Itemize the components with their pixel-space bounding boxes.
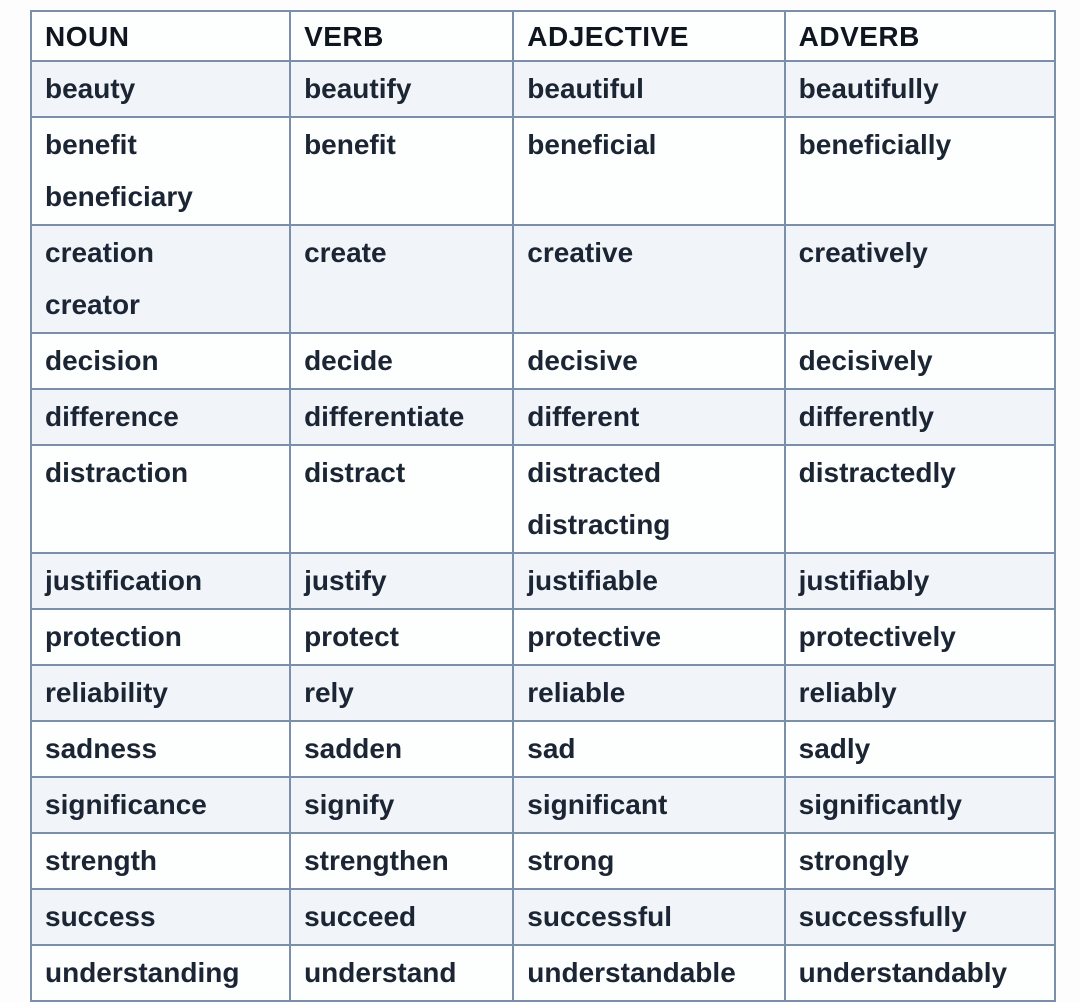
word: beauty <box>45 73 136 104</box>
table-row <box>31 777 1055 833</box>
word-cell-adverb <box>785 225 1055 333</box>
word-cell-noun <box>31 333 290 389</box>
word-cell-adverb <box>785 553 1055 609</box>
word: beautify <box>304 73 412 104</box>
word-cell-noun <box>31 777 290 833</box>
word-cell-adverb <box>785 777 1055 833</box>
table-row <box>31 553 1055 609</box>
word-cell-verb <box>290 777 513 833</box>
word: create <box>304 237 387 268</box>
word: distracted <box>527 457 662 488</box>
word: difference <box>45 401 179 432</box>
word: understand <box>304 957 457 988</box>
word-cell-noun <box>31 665 290 721</box>
table-row <box>31 333 1055 389</box>
header-row <box>31 11 1055 61</box>
word: decision <box>45 345 159 376</box>
word: protection <box>45 621 182 652</box>
word: beautiful <box>527 73 644 104</box>
word-cell-adverb <box>785 721 1055 777</box>
table-row <box>31 61 1055 117</box>
word: protect <box>304 621 399 652</box>
table-body <box>31 61 1055 1001</box>
table-row <box>31 225 1055 333</box>
word: strong <box>527 845 615 876</box>
word-cell-adjective <box>513 889 784 945</box>
word: sadden <box>304 733 403 764</box>
word: benefit <box>45 129 137 160</box>
word-cell-adjective <box>513 61 784 117</box>
word: beautifully <box>798 73 939 104</box>
word-cell-verb <box>290 833 513 889</box>
word: success <box>45 901 156 932</box>
word: sadly <box>798 733 871 764</box>
word-cell-adjective <box>513 777 784 833</box>
word-cell-verb <box>290 61 513 117</box>
word: justifiable <box>527 565 658 596</box>
word: protectively <box>798 621 956 652</box>
word: strengthen <box>304 845 449 876</box>
word-cell-noun <box>31 445 290 553</box>
word-cell-adjective <box>513 117 784 225</box>
word-cell-verb <box>290 117 513 225</box>
word-cell-noun <box>31 721 290 777</box>
word: protective <box>527 621 662 652</box>
table-row <box>31 889 1055 945</box>
word: rely <box>304 677 354 708</box>
word-cell-adjective <box>513 445 784 553</box>
word-forms-table <box>30 10 1056 1002</box>
word-cell-adjective <box>513 553 784 609</box>
word-cell-adjective <box>513 225 784 333</box>
word-cell-noun <box>31 389 290 445</box>
word-cell-noun <box>31 61 290 117</box>
word-cell-verb <box>290 389 513 445</box>
word: strongly <box>798 845 910 876</box>
word-cell-adverb <box>785 333 1055 389</box>
word: sad <box>527 733 576 764</box>
word: creation <box>45 237 154 268</box>
word: signify <box>304 789 395 820</box>
word-cell-noun <box>31 609 290 665</box>
word-cell-verb <box>290 553 513 609</box>
word: beneficially <box>798 129 952 160</box>
word: justifiably <box>798 565 930 596</box>
word: significant <box>527 789 668 820</box>
word-cell-adjective <box>513 389 784 445</box>
word-cell-noun <box>31 553 290 609</box>
word-cell-verb <box>290 609 513 665</box>
word: understandably <box>798 957 1008 988</box>
word-cell-verb <box>290 889 513 945</box>
word: succeed <box>304 901 417 932</box>
word: sadness <box>45 733 158 764</box>
word-cell-verb <box>290 333 513 389</box>
word: differentiate <box>304 401 465 432</box>
word-cell-noun <box>31 117 290 225</box>
table-row <box>31 721 1055 777</box>
word: understanding <box>45 957 240 988</box>
word: beneficial <box>527 129 657 160</box>
word: justification <box>45 565 203 596</box>
word-cell-adverb <box>785 833 1055 889</box>
word: decide <box>304 345 393 376</box>
word: benefit <box>304 129 396 160</box>
word: successful <box>527 901 673 932</box>
word-cell-adjective <box>513 665 784 721</box>
word-cell-adverb <box>785 117 1055 225</box>
column-header-noun: NOUN <box>31 11 290 61</box>
word: distraction <box>45 457 189 488</box>
word-cell-adverb <box>785 665 1055 721</box>
word: decisive <box>527 345 638 376</box>
table-row <box>31 609 1055 665</box>
word-cell-noun <box>31 889 290 945</box>
word: distract <box>304 457 406 488</box>
word: distractedly <box>798 457 956 488</box>
word: creative <box>527 237 634 268</box>
word-cell-adjective <box>513 609 784 665</box>
word-cell-adverb <box>785 389 1055 445</box>
column-header-adverb: ADVERB <box>785 11 1055 61</box>
word-cell-adjective <box>513 721 784 777</box>
word: reliably <box>798 677 897 708</box>
word: significance <box>45 789 207 820</box>
word-cell-noun <box>31 833 290 889</box>
word-cell-adjective <box>513 833 784 889</box>
table-row <box>31 389 1055 445</box>
column-header-verb: VERB <box>290 11 513 61</box>
table-row <box>31 833 1055 889</box>
word: understandable <box>527 957 736 988</box>
column-header-adjective: ADJECTIVE <box>513 11 784 61</box>
word: significantly <box>798 789 963 820</box>
table-row <box>31 445 1055 553</box>
word-cell-adjective <box>513 333 784 389</box>
word-cell-verb <box>290 445 513 553</box>
table-row <box>31 117 1055 225</box>
table-row <box>31 665 1055 721</box>
word-cell-adverb <box>785 609 1055 665</box>
word: creatively <box>798 237 928 268</box>
word-cell-adverb <box>785 889 1055 945</box>
word: beneficiary <box>45 181 193 212</box>
word-cell-adverb <box>785 445 1055 553</box>
word: successfully <box>798 901 967 932</box>
word-cell-adverb <box>785 61 1055 117</box>
word: creator <box>45 289 140 320</box>
word: strength <box>45 845 157 876</box>
word-cell-noun <box>31 225 290 333</box>
word: decisively <box>798 345 933 376</box>
word-cell-verb <box>290 225 513 333</box>
word: different <box>527 401 640 432</box>
word: reliable <box>527 677 626 708</box>
word-cell-verb <box>290 665 513 721</box>
word: reliability <box>45 677 168 708</box>
word-cell-verb <box>290 721 513 777</box>
word: distracting <box>527 509 671 540</box>
word: differently <box>798 401 934 432</box>
word: justify <box>304 565 387 596</box>
